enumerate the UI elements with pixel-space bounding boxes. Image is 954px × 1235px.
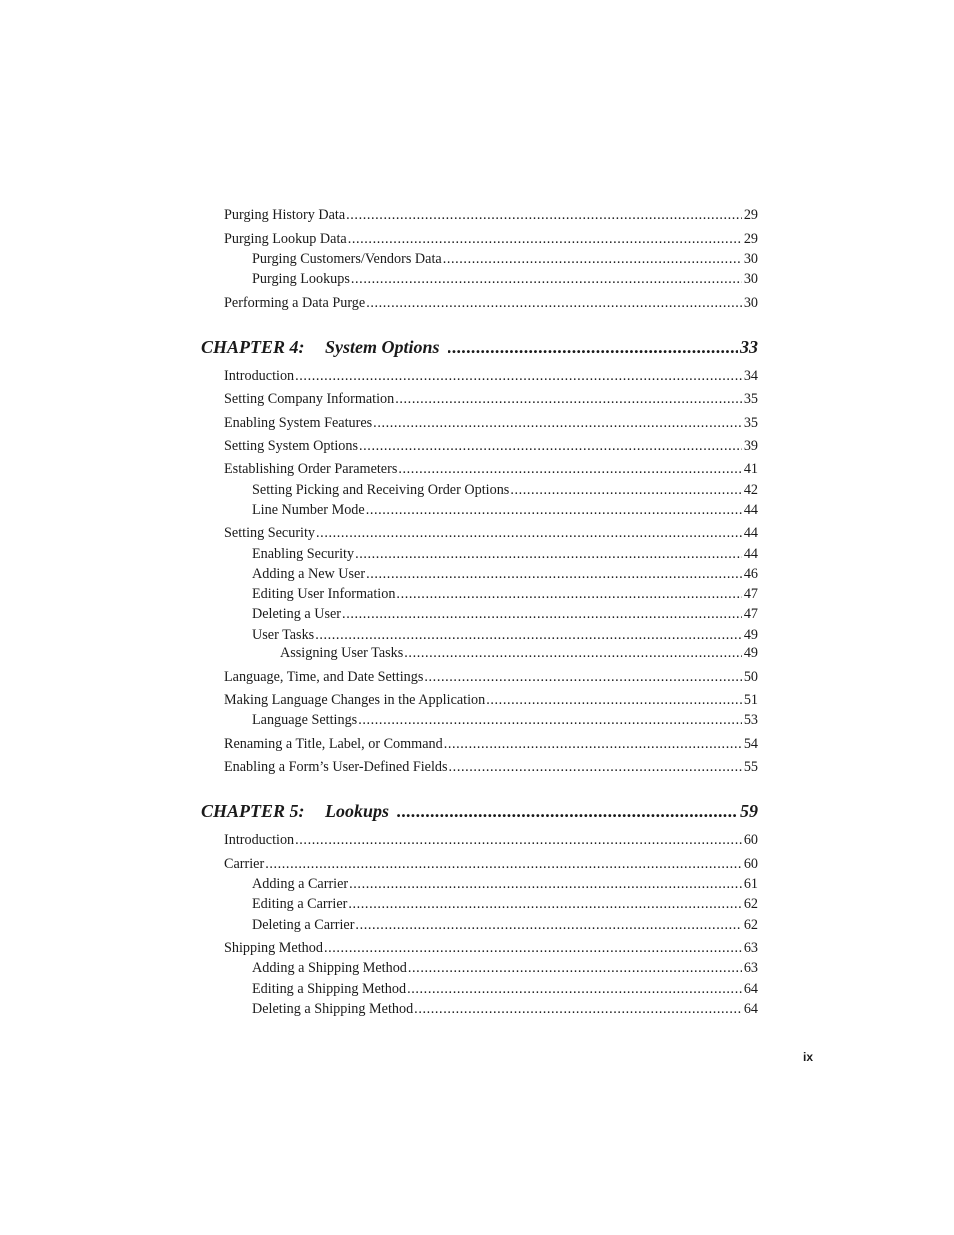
toc-entry[interactable] bbox=[224, 414, 758, 432]
toc-entry-title: Deleting a Carrier bbox=[252, 917, 355, 933]
toc-entry-page: 44 bbox=[743, 546, 758, 562]
dot-leader bbox=[408, 959, 742, 977]
toc-entry[interactable] bbox=[224, 390, 758, 408]
toc-entry[interactable] bbox=[252, 250, 758, 268]
toc-entry-title: Editing User Information bbox=[252, 586, 396, 602]
toc-entry[interactable] bbox=[252, 711, 758, 729]
dot-leader bbox=[316, 524, 742, 542]
dot-leader bbox=[324, 939, 742, 957]
toc-entry[interactable] bbox=[224, 367, 758, 385]
toc-entry-page: 51 bbox=[743, 692, 758, 708]
toc-entry-page: 35 bbox=[743, 391, 758, 407]
dot-leader bbox=[351, 270, 742, 288]
dot-leader bbox=[396, 585, 741, 603]
toc-entry-title: Editing a Shipping Method bbox=[252, 981, 407, 997]
toc-entry-page: 62 bbox=[743, 917, 758, 933]
toc-entry-title: Enabling System Features bbox=[224, 415, 373, 431]
toc-entry-title: Introduction bbox=[224, 368, 295, 384]
page-number: ix bbox=[803, 1050, 814, 1064]
toc-entry-page: 61 bbox=[743, 876, 758, 892]
toc-entry-title: Setting Picking and Receiving Order Options bbox=[252, 482, 510, 498]
toc-entry[interactable] bbox=[224, 294, 758, 312]
toc-entry-title: Setting Company Information bbox=[224, 391, 395, 407]
toc-entry-page: 34 bbox=[743, 368, 758, 384]
toc-entry-title: Enabling Security bbox=[252, 546, 355, 562]
toc-entry-title: Shipping Method bbox=[224, 940, 323, 956]
toc-entry-page: 50 bbox=[743, 669, 758, 685]
toc-entry[interactable] bbox=[252, 481, 758, 499]
toc-entry[interactable] bbox=[224, 939, 758, 957]
toc-entry[interactable] bbox=[280, 644, 758, 662]
toc-entry-title: Purging Customers/Vendors Data bbox=[252, 251, 442, 267]
toc-entry[interactable] bbox=[224, 524, 758, 542]
toc-entry[interactable] bbox=[224, 691, 758, 709]
toc-entry[interactable] bbox=[224, 437, 758, 455]
dot-leader bbox=[486, 691, 742, 709]
toc-entry-title: Setting Security bbox=[224, 525, 316, 541]
dot-leader bbox=[395, 390, 742, 408]
toc-entry[interactable] bbox=[224, 206, 758, 224]
toc-entry-page: 59 bbox=[740, 801, 758, 821]
toc-entry-page: 60 bbox=[743, 856, 758, 872]
toc-entry[interactable] bbox=[252, 545, 758, 563]
toc-entry-page: 53 bbox=[743, 712, 758, 728]
toc-entry-title: Setting System Options bbox=[224, 438, 359, 454]
toc-entry-title: System Options bbox=[325, 337, 440, 357]
toc-entry[interactable] bbox=[224, 230, 758, 248]
dot-leader bbox=[444, 735, 742, 753]
dot-leader bbox=[346, 206, 742, 224]
toc-entry-page: 29 bbox=[743, 231, 758, 247]
toc-entry-page: 42 bbox=[743, 482, 758, 498]
toc-entry[interactable] bbox=[224, 735, 758, 753]
dot-leader bbox=[510, 481, 742, 499]
toc-entry[interactable] bbox=[252, 875, 758, 893]
toc-entry-page: 44 bbox=[743, 525, 758, 541]
dot-leader bbox=[424, 668, 741, 686]
toc-entry-title: Line Number Mode bbox=[252, 502, 365, 518]
toc-entry-page: 64 bbox=[743, 981, 758, 997]
toc-entry-page: 63 bbox=[743, 940, 758, 956]
toc-entry-title: Carrier bbox=[224, 856, 265, 872]
toc-entry[interactable] bbox=[252, 980, 758, 998]
toc-entry-title: Lookups bbox=[325, 801, 390, 821]
toc-entry-title: Enabling a Form’s User-Defined Fields bbox=[224, 759, 448, 775]
toc-entry-page: 44 bbox=[743, 502, 758, 518]
toc-entry-title: Language Settings bbox=[252, 712, 358, 728]
dot-leader bbox=[355, 916, 741, 934]
toc-entry-page: 33 bbox=[740, 337, 758, 357]
dot-leader bbox=[448, 336, 738, 358]
toc-entry[interactable] bbox=[252, 585, 758, 603]
dot-leader bbox=[265, 855, 742, 873]
toc-chapter-heading[interactable] bbox=[201, 336, 758, 358]
chapter-number: CHAPTER 4: bbox=[201, 337, 305, 357]
dot-leader bbox=[414, 1000, 742, 1018]
toc-entry-title: Establishing Order Parameters bbox=[224, 461, 398, 477]
toc-entry[interactable] bbox=[224, 831, 758, 849]
toc-entry-page: 49 bbox=[743, 627, 758, 643]
toc-entry-page: 30 bbox=[743, 295, 758, 311]
toc-entry-title: Purging Lookup Data bbox=[224, 231, 347, 247]
toc-entry-page: 30 bbox=[743, 271, 758, 287]
toc-entry[interactable] bbox=[224, 460, 758, 478]
toc-chapter-heading[interactable] bbox=[201, 800, 758, 822]
toc-entry-page: 29 bbox=[743, 207, 758, 223]
toc-entry-title: Language, Time, and Date Settings bbox=[224, 669, 424, 685]
toc-entry[interactable] bbox=[224, 855, 758, 873]
dot-leader bbox=[295, 831, 742, 849]
dot-leader bbox=[315, 626, 742, 644]
dot-leader bbox=[443, 250, 742, 268]
dot-leader bbox=[349, 875, 742, 893]
dot-leader bbox=[449, 758, 742, 776]
dot-leader bbox=[398, 460, 741, 478]
dot-leader bbox=[397, 800, 738, 822]
toc-entry-page: 39 bbox=[743, 438, 758, 454]
dot-leader bbox=[342, 605, 742, 623]
dot-leader bbox=[373, 414, 742, 432]
toc-entry-title: Adding a Shipping Method bbox=[252, 960, 407, 976]
toc-entry[interactable] bbox=[252, 895, 758, 913]
toc-entry[interactable] bbox=[252, 959, 758, 977]
toc-entry-title: Performing a Data Purge bbox=[224, 295, 366, 311]
toc-entry-page: 55 bbox=[743, 759, 758, 775]
toc-entry-page: 60 bbox=[743, 832, 758, 848]
toc-entry[interactable] bbox=[224, 668, 758, 686]
toc-entry-title: Assigning User Tasks bbox=[280, 645, 404, 661]
toc-entry-title: Editing a Carrier bbox=[252, 896, 348, 912]
toc-entry[interactable] bbox=[252, 605, 758, 623]
toc-entry-page: 62 bbox=[743, 896, 758, 912]
toc-entry-title: User Tasks bbox=[252, 627, 315, 643]
toc-entry[interactable] bbox=[252, 1000, 758, 1018]
toc-entry-page: 30 bbox=[743, 251, 758, 267]
toc-entry-title: Deleting a Shipping Method bbox=[252, 1001, 414, 1017]
dot-leader bbox=[366, 501, 742, 519]
toc-entry-page: 64 bbox=[743, 1001, 758, 1017]
toc-entry-title: Purging History Data bbox=[224, 207, 346, 223]
toc-entry-page: 46 bbox=[743, 566, 758, 582]
dot-leader bbox=[366, 565, 742, 583]
toc-entry-title: Deleting a User bbox=[252, 606, 342, 622]
toc-entry[interactable] bbox=[252, 626, 758, 644]
toc-entry[interactable] bbox=[252, 501, 758, 519]
toc-entry-page: 47 bbox=[743, 586, 758, 602]
dot-leader bbox=[355, 545, 742, 563]
toc-entry[interactable] bbox=[252, 916, 758, 934]
dot-leader bbox=[359, 437, 742, 455]
toc-entry[interactable] bbox=[224, 758, 758, 776]
toc-entry[interactable] bbox=[252, 565, 758, 583]
dot-leader bbox=[348, 895, 741, 913]
dot-leader bbox=[348, 230, 742, 248]
toc-entry-title: Adding a New User bbox=[252, 566, 366, 582]
toc-entry-page: 54 bbox=[743, 736, 758, 752]
toc-entry-title: Adding a Carrier bbox=[252, 876, 349, 892]
toc-entry-page: 47 bbox=[743, 606, 758, 622]
toc-entry-page: 35 bbox=[743, 415, 758, 431]
dot-leader bbox=[404, 644, 742, 662]
toc-entry-title: Renaming a Title, Label, or Command bbox=[224, 736, 443, 752]
toc-entry-title: Purging Lookups bbox=[252, 271, 350, 287]
toc-entry-title: Making Language Changes in the Application bbox=[224, 692, 486, 708]
toc-entry-page: 63 bbox=[743, 960, 758, 976]
dot-leader bbox=[358, 711, 742, 729]
toc-entry-page: 49 bbox=[743, 645, 758, 661]
toc-entry-page: 41 bbox=[743, 461, 758, 477]
dot-leader bbox=[295, 367, 742, 385]
toc-entry-title: Introduction bbox=[224, 832, 295, 848]
chapter-number: CHAPTER 5: bbox=[201, 801, 305, 821]
toc-entry[interactable] bbox=[252, 270, 758, 288]
dot-leader bbox=[366, 294, 742, 312]
dot-leader bbox=[407, 980, 742, 998]
